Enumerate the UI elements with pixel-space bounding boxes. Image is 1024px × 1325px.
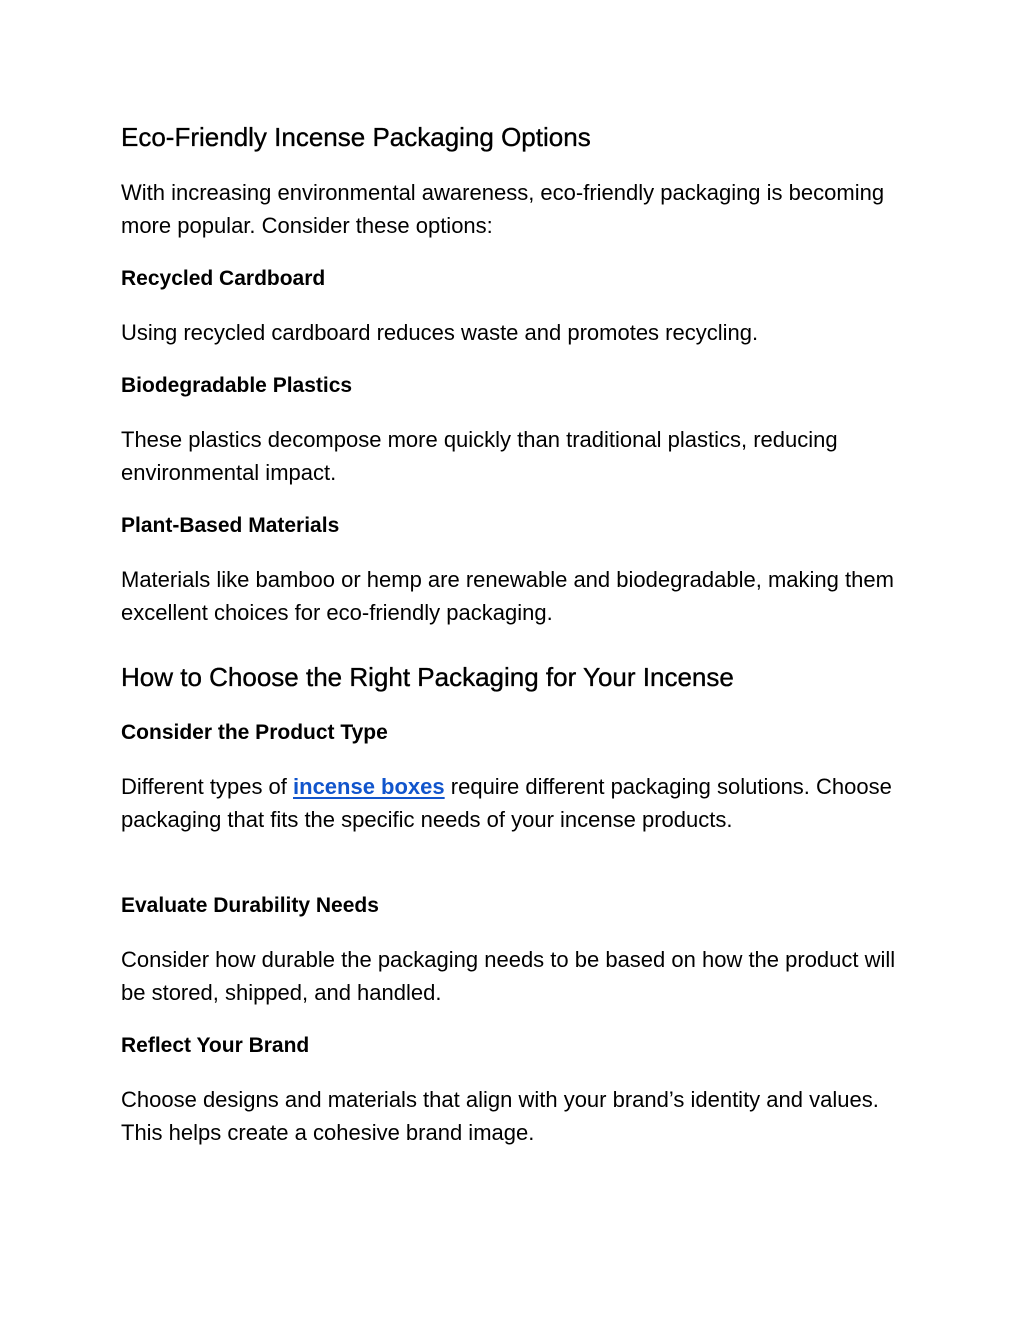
section-intro: With increasing environmental awareness, eco-friendly packaging is becoming more popular. Consider these options: <box>121 180 885 239</box>
paragraph-biodegradable-plastics: These plastics decompose more quickly than traditional plastics, reducing environmental impact. <box>121 427 838 486</box>
subheading-reflect-brand: Reflect Your Brand <box>121 1034 310 1057</box>
paragraph-text-after-link: require different packaging solutions. Choose packaging that fits the specific needs of your incense products. <box>121 774 892 833</box>
subheading-recycled-cardboard: Recycled Cardboard <box>121 267 326 290</box>
paragraph-text-before-link: Different types of <box>121 774 294 799</box>
paragraph-plant-based-materials: Materials like bamboo or hemp are renewable and biodegradable, making them excellent choices for eco-friendly packaging. <box>121 567 894 626</box>
paragraph-product-type <box>121 770 911 837</box>
section-heading-eco-friendly: Eco-Friendly Incense Packaging Options <box>121 122 591 152</box>
paragraph-reflect-brand: Choose designs and materials that align with your brand’s identity and values. This helps create a cohesive brand image. <box>121 1087 879 1146</box>
subheading-biodegradable-plastics: Biodegradable Plastics <box>121 374 353 397</box>
section-heading-choose-packaging: How to Choose the Right Packaging for Your Incense <box>121 662 734 692</box>
subheading-product-type: Consider the Product Type <box>121 721 388 744</box>
subheading-plant-based-materials: Plant-Based Materials <box>121 514 340 537</box>
paragraph-recycled-cardboard: Using recycled cardboard reduces waste and promotes recycling. <box>121 320 759 345</box>
subheading-durability-needs: Evaluate Durability Needs <box>121 894 379 917</box>
paragraph-durability-needs: Consider how durable the packaging needs to be based on how the product will be stored, shipped, and handled. <box>121 947 896 1006</box>
incense-boxes-link[interactable]: incense boxes <box>293 774 445 799</box>
